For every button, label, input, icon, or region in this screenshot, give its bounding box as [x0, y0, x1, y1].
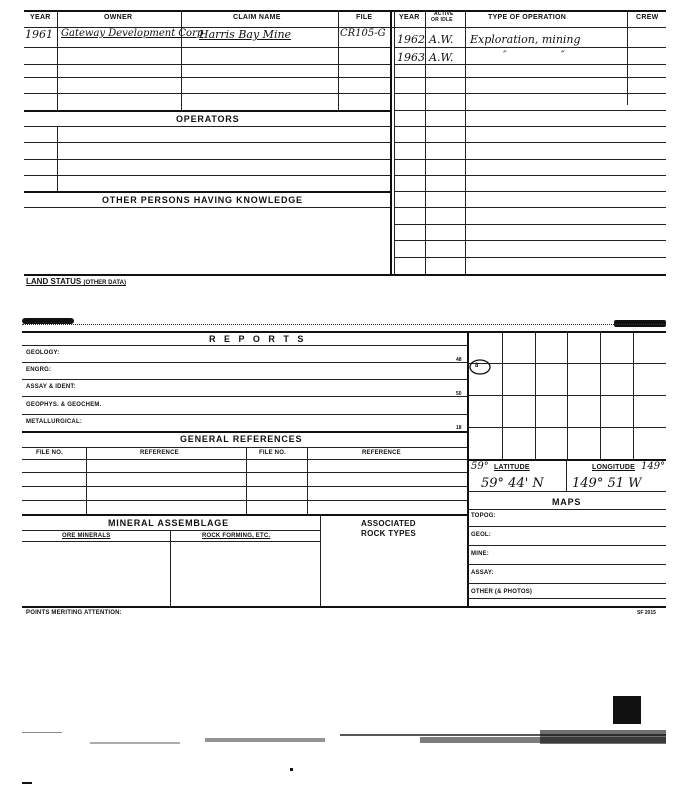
ops-type-ditto-1: ″ — [503, 50, 507, 61]
col-crew: CREW — [636, 14, 659, 21]
report-number-50: 50 — [456, 391, 462, 397]
col-type-of-operation: TYPE OF OPERATION — [488, 14, 567, 21]
operators-title: OPERATORS — [176, 114, 240, 124]
fold-line — [22, 324, 666, 325]
ops-type-1: Exploration, mining — [470, 33, 581, 46]
rock-forming-label: ROCK FORMING, ETC. — [202, 533, 271, 539]
points-meriting-attention: POINTS MERITING ATTENTION: — [26, 610, 122, 616]
ops-year-2: 1963 — [397, 51, 425, 64]
report-engrg: ENGRG: — [26, 367, 52, 373]
reports-top-border — [22, 331, 666, 333]
report-geophys: GEOPHYS. & GEOCHEM. — [26, 402, 102, 408]
ops-year-1: 1962 — [397, 33, 425, 46]
report-metallurgical: METALLURGICAL: — [26, 419, 83, 425]
latitude-prefix: 59° — [471, 461, 489, 472]
ref-col-file-no-2: FILE NO. — [259, 450, 286, 456]
col-active-line1: ACTIVE — [434, 11, 454, 17]
ops-status-2: A.W. — [429, 51, 454, 64]
report-geology: GEOLOGY: — [26, 350, 60, 356]
longitude-suffix: 149° — [641, 461, 666, 472]
circled-mark-ring — [468, 357, 494, 377]
reports-title: R E P O R T S — [209, 334, 307, 344]
map-topog: TOPOG: — [471, 513, 496, 519]
col-claim-name: CLAIM NAME — [233, 14, 281, 21]
associated-label-line2: ROCK TYPES — [361, 529, 417, 538]
claim-owner: Gateway Development Corp — [61, 28, 204, 39]
associated-label-line1: ASSOCIATED — [361, 519, 416, 528]
land-status-label: LAND STATUS (OTHER DATA) — [26, 277, 126, 286]
circled-mark-text: 8 — [475, 363, 479, 369]
col-file: FILE — [356, 14, 373, 21]
general-references-title: GENERAL REFERENCES — [180, 434, 303, 444]
reports-bottom-border — [22, 606, 666, 608]
col-year: YEAR — [30, 14, 51, 21]
col-active-line2: OR IDLE — [431, 17, 453, 23]
claim-year: 1961 — [25, 28, 53, 41]
report-number-18: 18 — [456, 425, 462, 431]
map-other: OTHER (& PHOTOS) — [471, 589, 533, 595]
claim-name: Harris Bay Mine — [199, 28, 292, 41]
report-assay: ASSAY & IDENT: — [26, 384, 76, 390]
map-geol: GEOL: — [471, 532, 491, 538]
longitude-label: LONGITUDE — [592, 464, 636, 471]
col-ops-year: YEAR — [399, 14, 420, 21]
map-assay: ASSAY: — [471, 570, 494, 576]
ref-col-reference-1: REFERENCE — [140, 450, 179, 456]
col-owner: OWNER — [104, 14, 133, 21]
ops-type-ditto-2: ″ — [561, 50, 565, 61]
ref-col-reference-2: REFERENCE — [362, 450, 401, 456]
maps-title: MAPS — [552, 497, 582, 507]
other-persons-title: OTHER PERSONS HAVING KNOWLEDGE — [102, 195, 303, 205]
ref-col-file-no-1: FILE NO. — [36, 450, 63, 456]
center-divider — [390, 10, 392, 275]
claim-file: CR105-G — [340, 28, 386, 39]
map-mine: MINE: — [471, 551, 489, 557]
top-section-bottom-border — [24, 274, 666, 276]
mineral-assemblage-title: MINERAL ASSEMBLAGE — [108, 518, 229, 528]
longitude-value: 149° 51 W — [572, 476, 642, 491]
form-number: SF 2015 — [637, 610, 656, 616]
report-number-48: 48 — [456, 357, 462, 363]
ops-status-1: A.W. — [429, 33, 454, 46]
latitude-label: LATITUDE — [494, 464, 530, 471]
top-border — [24, 10, 666, 12]
ore-minerals-label: ORE MINERALS — [62, 533, 111, 539]
latitude-value: 59° 44' N — [481, 476, 544, 491]
